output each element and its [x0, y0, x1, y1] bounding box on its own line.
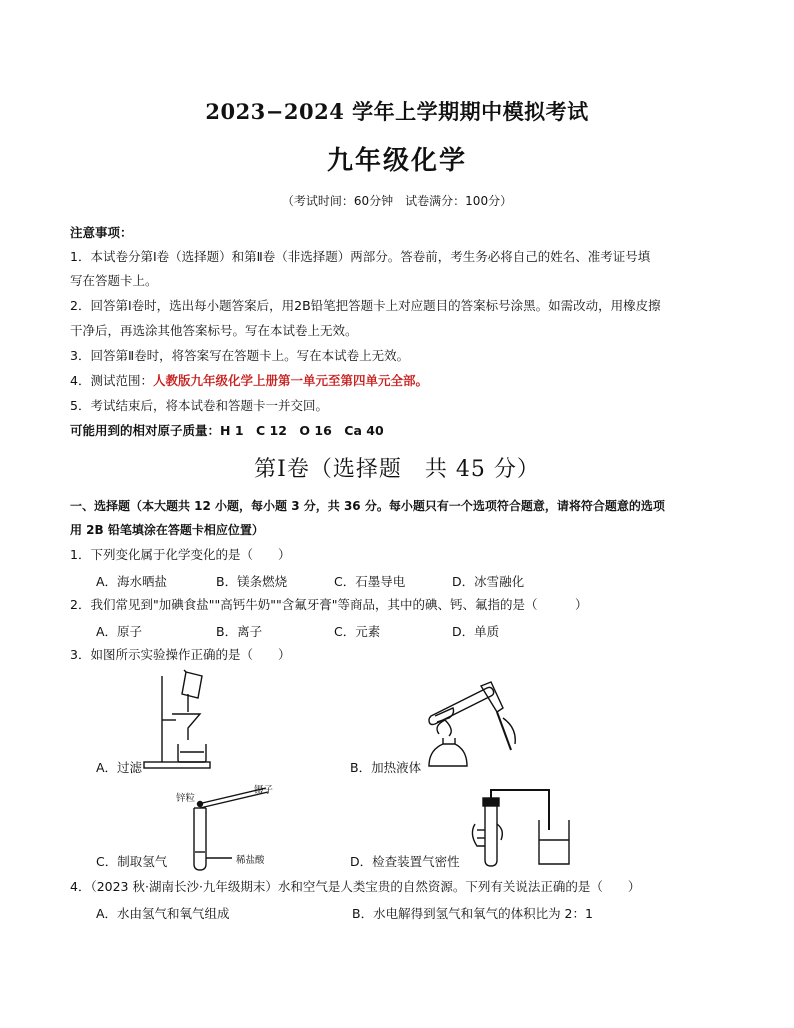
figure-a-label: A．过滤: [96, 760, 143, 775]
figure-b-label: B．加热液体: [350, 760, 422, 775]
notice-item: 2．回答第Ⅰ卷时，选出每小题答案后，用2B铅笔把答题卡上对应题目的答案标号涂黑。如需改动，用橡皮擦: [70, 298, 661, 313]
zinc-label: 锌粒: [176, 793, 196, 804]
question-stem: 4．（2023 秋·湖南长沙·九年级期末）水和空气是人类宝贵的自然资源。下列有关说法正确的是（ ）: [70, 879, 641, 894]
option-c: C．元素: [334, 624, 381, 639]
section-title: 第Ⅰ卷（选择题 共 45 分）: [254, 457, 540, 482]
exam-title: 2023−2024 学年上学期期中模拟考试: [205, 99, 589, 124]
section-instructions: 用 2B 铅笔填涂在答题卡相应位置）: [70, 523, 264, 537]
notice-heading: 注意事项：: [70, 225, 133, 240]
option-b: B．水电解得到氢气和氧气的体积比为 2：1: [352, 906, 593, 921]
notice-item: 5．考试结束后，将本试卷和答题卡一并交回。: [70, 398, 328, 413]
figure-c-label: C．制取氢气: [96, 854, 168, 869]
option-b: B．镁条燃烧: [216, 574, 288, 589]
option-d: D．单质: [452, 624, 500, 639]
notice-item: 写在答题卡上。: [70, 273, 158, 288]
notice-item: 干净后，再选涂其他答案标号。写在本试卷上无效。: [70, 323, 358, 338]
question-stem: 2．我们常见到"加碘食盐""高钙牛奶""含氟牙膏"等商品，其中的碘、钙、氟指的是（ ）: [70, 597, 588, 612]
option-c: C．石墨导电: [334, 574, 406, 589]
exam-info: （考试时间：60分钟 试卷满分：100分）: [281, 194, 513, 208]
option-a: A．海水晒盐: [96, 574, 168, 589]
airtightness-figure: [465, 784, 585, 874]
option-a: A．原子: [96, 624, 143, 639]
option-d: D．冰雪融化: [452, 574, 525, 589]
question-stem: 1．下列变化属于化学变化的是（ ）: [70, 547, 291, 562]
atomic-mass: 可能用到的相对原子质量：H 1 C 12 O 16 Ca 40: [70, 423, 384, 438]
option-a: A．水由氢气和氧气组成: [96, 906, 230, 921]
section-instructions: 一、选择题（本大题共 12 小题，每小题 3 分，共 36 分。每小题只有一个选项符合题意，请将符合题意的选项: [70, 499, 665, 513]
notice-item: 3．回答第Ⅱ卷时，将答案写在答题卡上。写在本试卷上无效。: [70, 348, 410, 363]
notice-item: 1．本试卷分第Ⅰ卷（选择题）和第Ⅱ卷（非选择题）两部分。答卷前，考生务必将自己的姓名、准考证号填: [70, 249, 651, 264]
question-stem: 3．如图所示实验操作正确的是（ ）: [70, 647, 291, 662]
heating-liquid-figure: [425, 672, 525, 772]
figure-d-label: D．检查装置气密性: [350, 854, 460, 869]
subject-title: 九年级化学: [326, 146, 467, 176]
notice-item-label: 4．测试范围：: [70, 373, 153, 388]
acid-label: 稀盐酸: [236, 855, 265, 866]
notice-item-scope: [70, 373, 428, 389]
tweezers-label: 镊子: [254, 785, 274, 796]
test-scope: 人教版九年级化学上册第一单元至第四单元全部。: [152, 373, 428, 388]
filtration-figure: [140, 668, 250, 774]
option-b: B．离子: [216, 624, 263, 639]
